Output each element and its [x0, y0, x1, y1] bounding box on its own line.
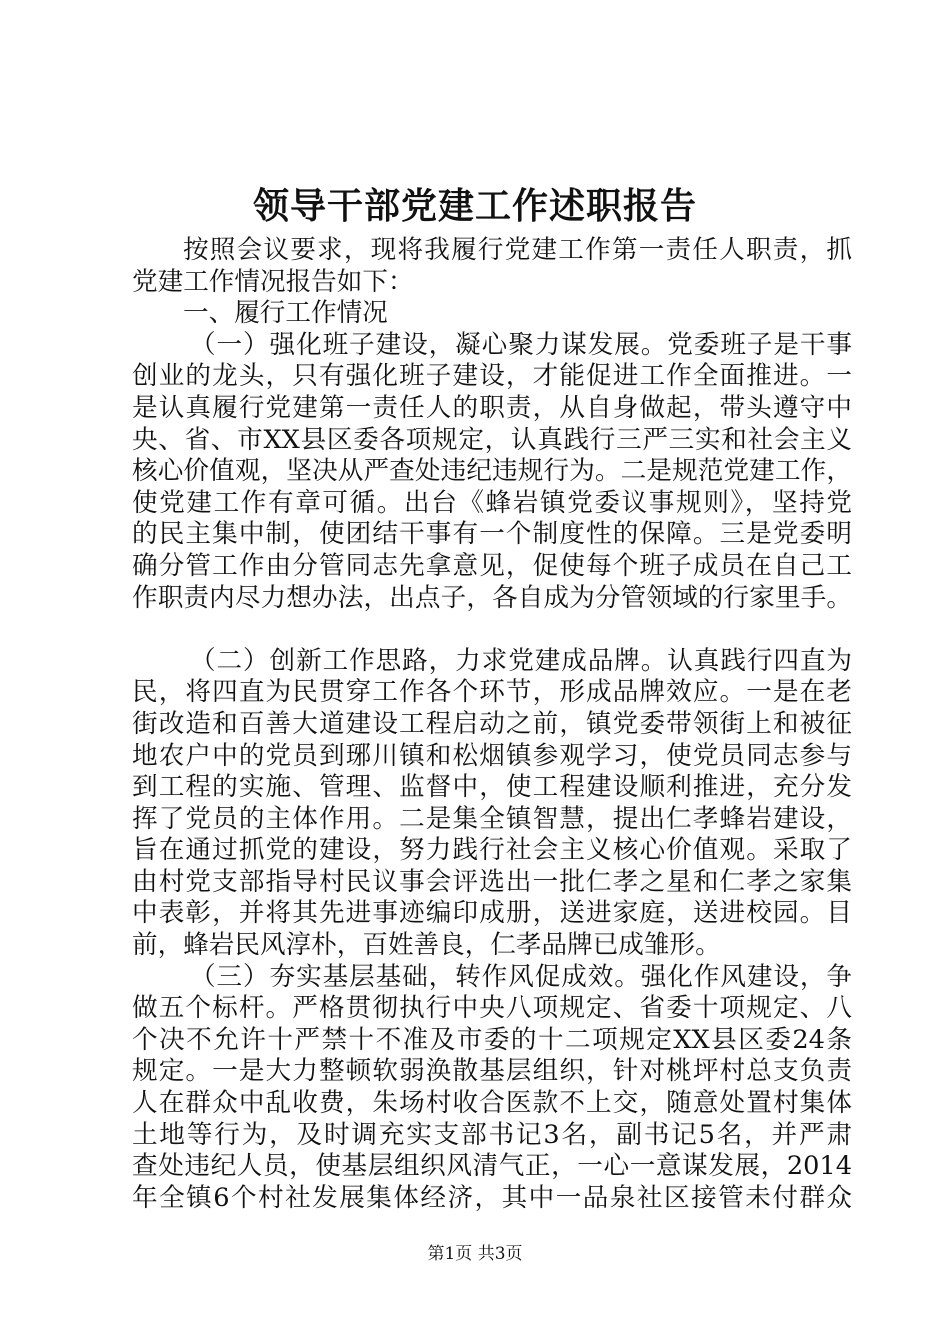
text-line: 到工程的实施、管理、监督中，使工程建设顺利推进，充分发: [132, 772, 852, 803]
text-line: （一）强化班子建设，凝心聚力谋发展。党委班子是干事: [190, 329, 852, 360]
text-line: 做五个标杆。严格贯彻执行中央八项规定、省委十项规定、八: [132, 993, 852, 1024]
text-line: 挥了党员的主体作用。二是集全镇智慧，提出仁孝蜂岩建设，: [132, 803, 852, 834]
text-line: 核心价值观，坚决从严查处违纪违规行为。二是规范党建工作，: [132, 456, 852, 487]
page-footer: 第1页 共3页: [427, 1244, 523, 1264]
text-line: 个决不允许十严禁十不准及市委的十二项规定XX县区委24条: [132, 1024, 852, 1055]
document-body: [132, 235, 852, 1214]
text-line: 使党建工作有章可循。出台《蜂岩镇党委议事规则》，坚持党: [132, 487, 852, 518]
text-line: （二）创新工作思路，力求党建成品牌。认真践行四直为: [190, 645, 852, 676]
text-line: 创业的龙头，只有强化班子建设，才能促进工作全面推进。一: [132, 361, 852, 392]
text-line: 年全镇6个村社发展集体经济，其中一品泉社区接管未付群众: [132, 1182, 852, 1213]
text-line: 由村党支部指导村民议事会评选出一批仁孝之星和仁孝之家集: [132, 866, 852, 897]
text-line: 民，将四直为民贯穿工作各个环节，形成品牌效应。一是在老: [132, 677, 852, 708]
text-line: 前，蜂岩民风淳朴，百姓善良，仁孝品牌已成雏形。: [132, 930, 721, 961]
text-line: 一、履行工作情况: [183, 298, 388, 329]
text-line: （三）夯实基层基础，转作风促成效。强化作风建设，争: [190, 961, 852, 992]
text-line: 土地等行为，及时调充实支部书记3名，副书记5名，并严肃: [132, 1119, 852, 1150]
text-line: 央、省、市XX县区委各项规定，认真践行三严三实和社会主义: [132, 424, 852, 455]
text-line: 是认真履行党建第一责任人的职责，从自身做起，带头遵守中: [132, 392, 852, 423]
text-line: 确分管工作由分管同志先拿意见，促使每个班子成员在自己工: [132, 550, 852, 581]
text-line: 旨在通过抓党的建设，努力践行社会主义核心价值观。采取了: [132, 835, 852, 866]
text-line: 规定。一是大力整顿软弱涣散基层组织，针对桃坪村总支负责: [132, 1056, 852, 1087]
document-title: 领导干部党建工作述职报告: [252, 185, 697, 227]
text-line: 人在群众中乱收费，朱场村收合医款不上交，随意处置村集体: [132, 1088, 852, 1119]
text-line: 查处违纪人员，使基层组织风清气正，一心一意谋发展，2014: [132, 1151, 852, 1182]
text-line: 中表彰，并将其先进事迹编印成册，送进家庭，送进校园。目: [132, 898, 852, 929]
paragraph-gap: [132, 614, 852, 646]
text-line: 地农户中的党员到琊川镇和松烟镇参观学习，使党员同志参与: [132, 740, 852, 771]
text-line: 街改造和百善大道建设工程启动之前，镇党委带领街上和被征: [132, 708, 852, 739]
text-line: 按照会议要求，现将我履行党建工作第一责任人职责，抓: [183, 235, 852, 265]
text-line: 党建工作情况报告如下：: [132, 266, 414, 297]
text-line: 作职责内尽力想办法，出点子，各自成为分管领域的行家里手。: [132, 582, 852, 613]
text-line: 的民主集中制，使团结干事有一个制度性的保障。三是党委明: [132, 519, 852, 550]
